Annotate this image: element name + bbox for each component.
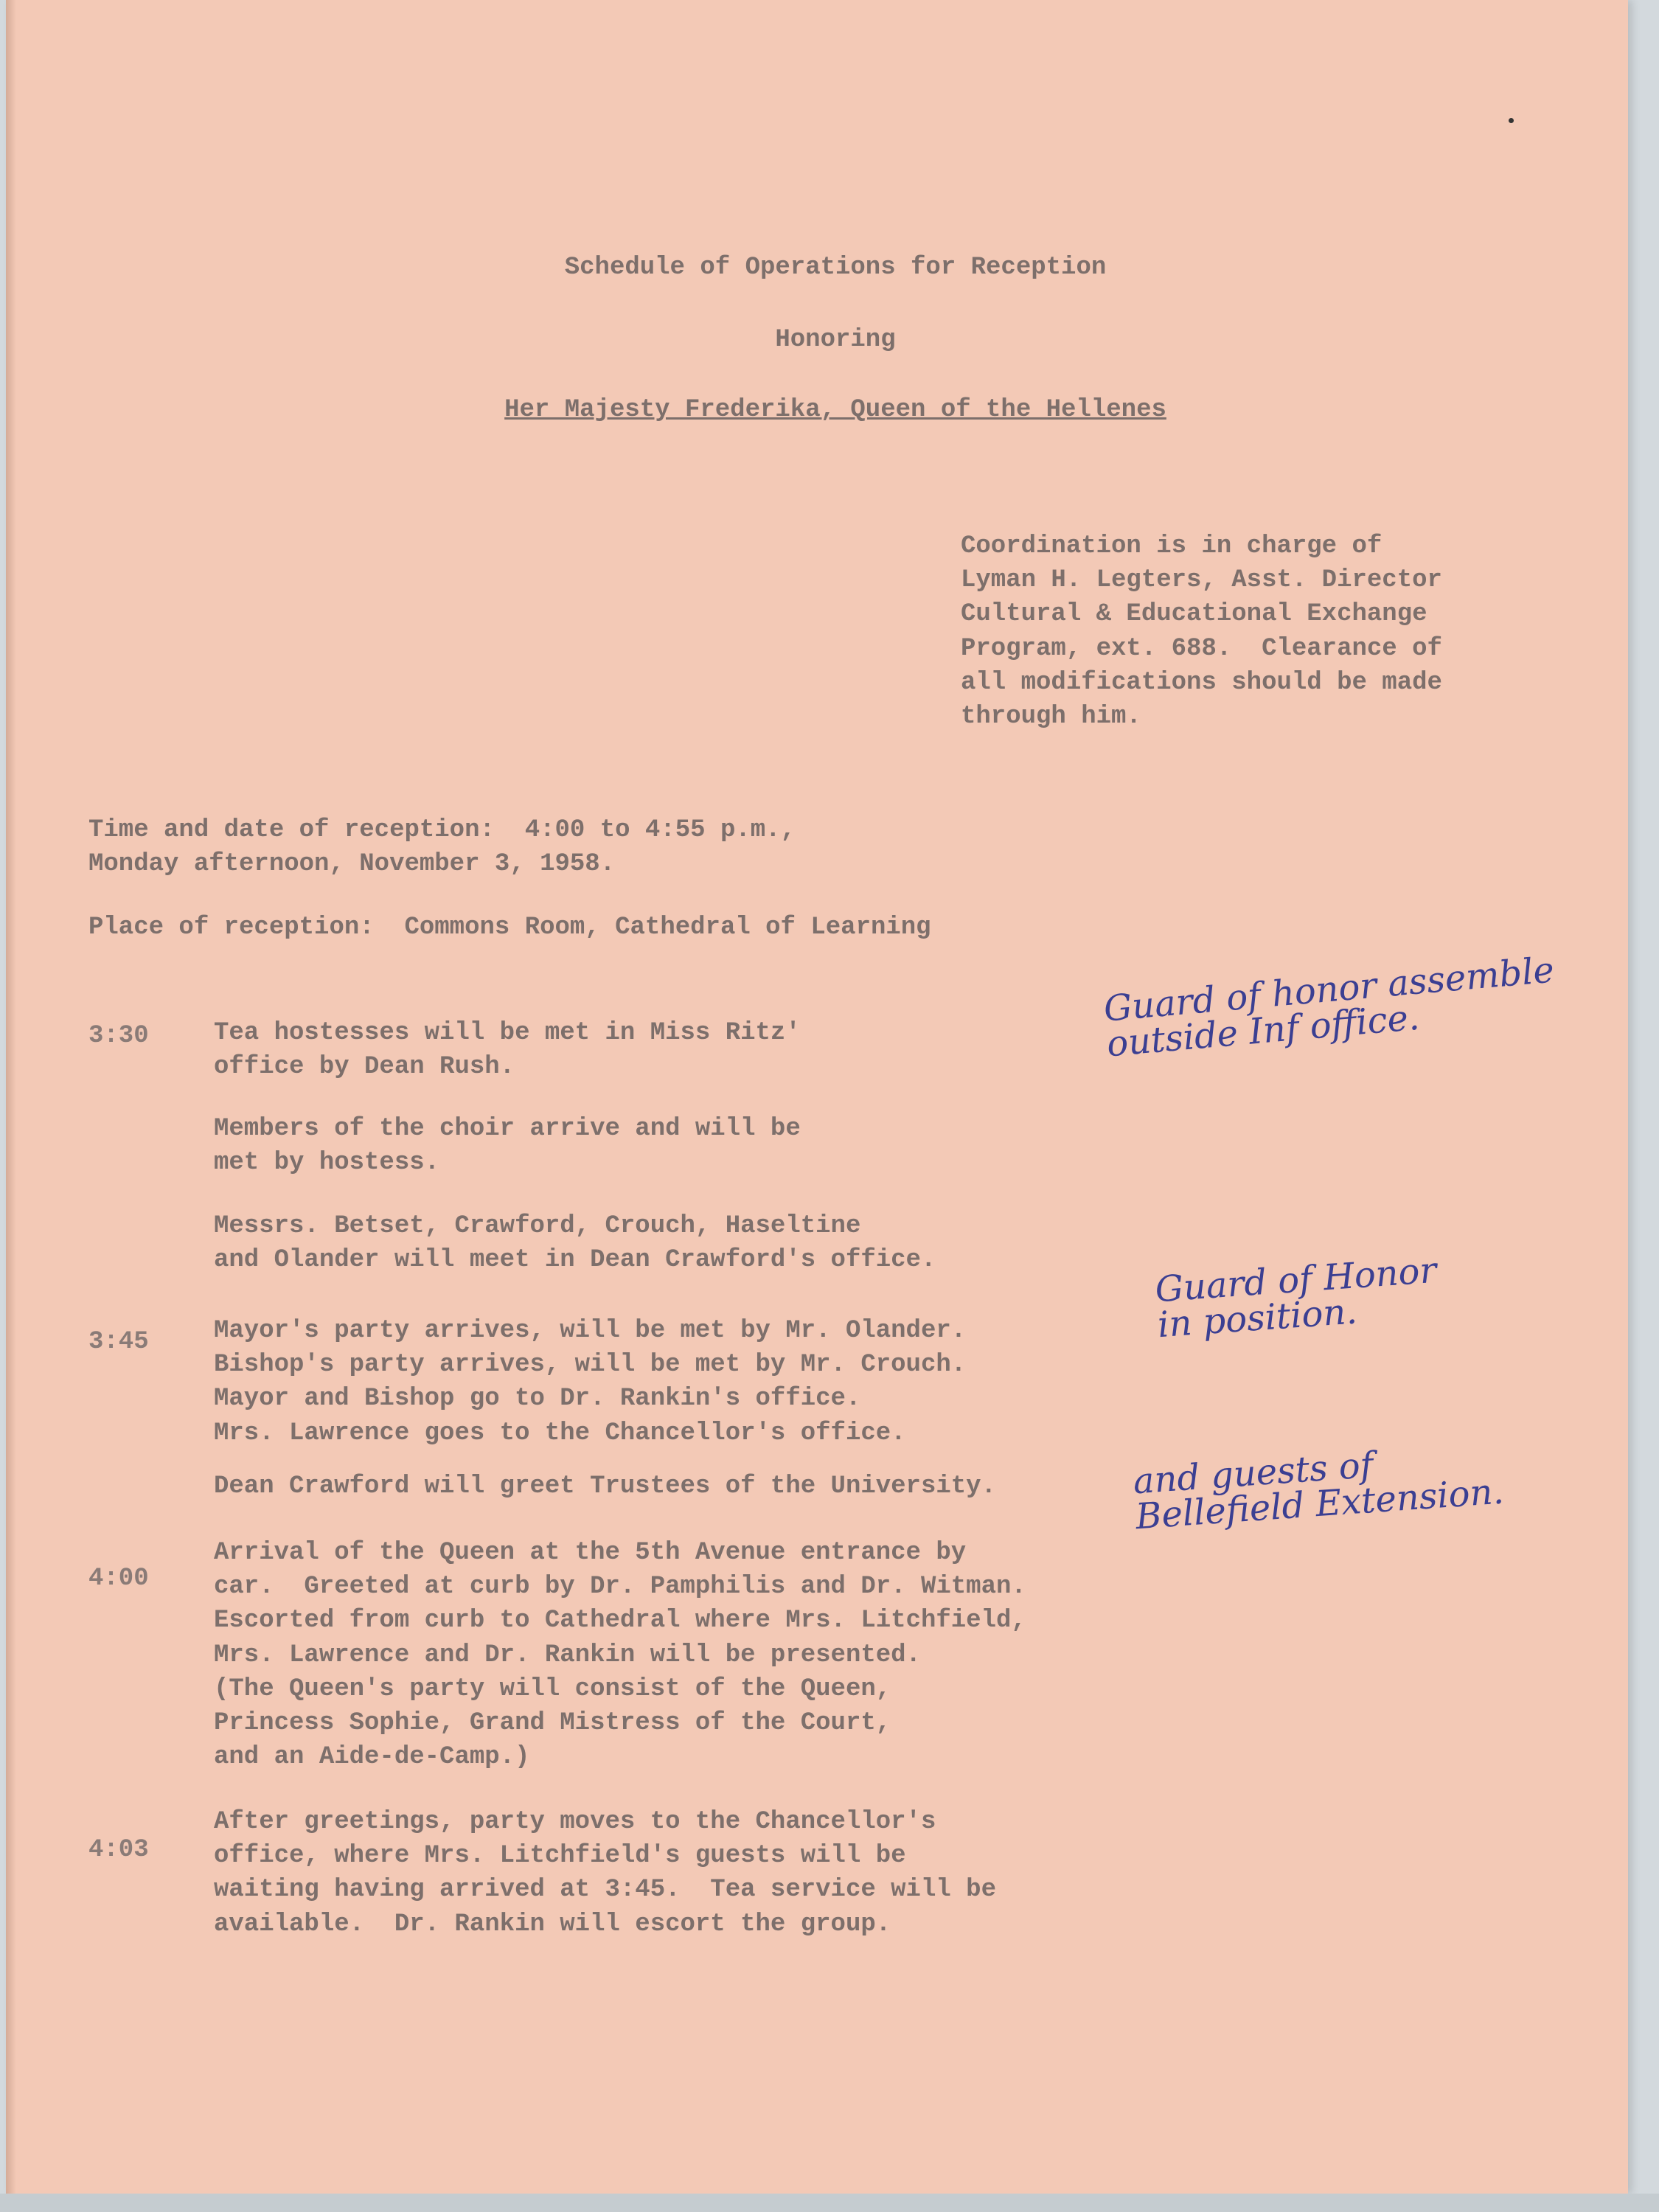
place-of-reception: Place of reception: Commons Room, Cathedral of Learning <box>88 914 931 942</box>
schedule-entry: Arrival of the Queen at the 5th Avenue entrance by car. Greeted at curb by Dr. Pamphilis and Dr. Witman. Escorted from curb to Cathedral where Mrs. Litchfield, Mrs. Lawrence and Dr. Rankin will be presented. (The Queen's party will consist of the Queen, Princess Sophie, Grand Mistress of the Court, and an Aide-de-Camp.) <box>214 1539 1026 1772</box>
background-surface <box>0 2194 1659 2212</box>
document-subtitle: Honoring <box>775 326 896 354</box>
document-title: Schedule of Operations for Reception <box>564 254 1107 282</box>
schedule-entry: Members of the choir arrive and will be met by hostess. <box>214 1115 801 1178</box>
schedule-entry: Mayor's party arrives, will be met by Mr. Olander. Bishop's party arrives, will be met by Mr. Crouch. Mayor and Bishop go to Dr. Rankin's office. Mrs. Lawrence goes to the Chancellor's office. <box>214 1317 967 1447</box>
schedule-time: 3:30 <box>88 1022 149 1050</box>
ink-speck <box>1509 118 1514 123</box>
schedule-entry: After greetings, party moves to the Chancellor's office, where Mrs. Litchfield's guests will be waiting having arrived at 3:45. Tea service will be available. Dr. Rankin will escort the group. <box>214 1808 996 1938</box>
document-honoree: Her Majesty Frederika, Queen of the Hellenes <box>504 396 1166 424</box>
schedule-entry: Tea hostesses will be met in Miss Ritz' office by Dean Rush. <box>214 1019 801 1082</box>
schedule-entry: Messrs. Betset, Crawford, Crouch, Haseltine and Olander will meet in Dean Crawford's office. <box>214 1212 936 1275</box>
schedule-time: 3:45 <box>88 1328 149 1356</box>
schedule-time: 4:03 <box>88 1836 149 1864</box>
time-and-date: Time and date of reception: 4:00 to 4:55 p.m., Monday afternoon, November 3, 1958. <box>88 816 796 879</box>
handwritten-note: Guard of Honor in position. <box>1153 1249 1439 1346</box>
handwritten-note: and guests of Bellefield Extension. <box>1131 1444 1506 1538</box>
coordination-note: Coordination is in charge of Lyman H. Legters, Asst. Director Cultural & Educational Exchange Program, ext. 688. Clearance of all modifications should be made through him. <box>961 532 1442 731</box>
handwritten-note: Guard of honor assemble outside Inf office. <box>1102 949 1557 1065</box>
schedule-entry: Dean Crawford will greet Trustees of the University. <box>214 1472 996 1500</box>
schedule-time: 4:00 <box>88 1565 149 1593</box>
document-page <box>6 0 1628 2194</box>
